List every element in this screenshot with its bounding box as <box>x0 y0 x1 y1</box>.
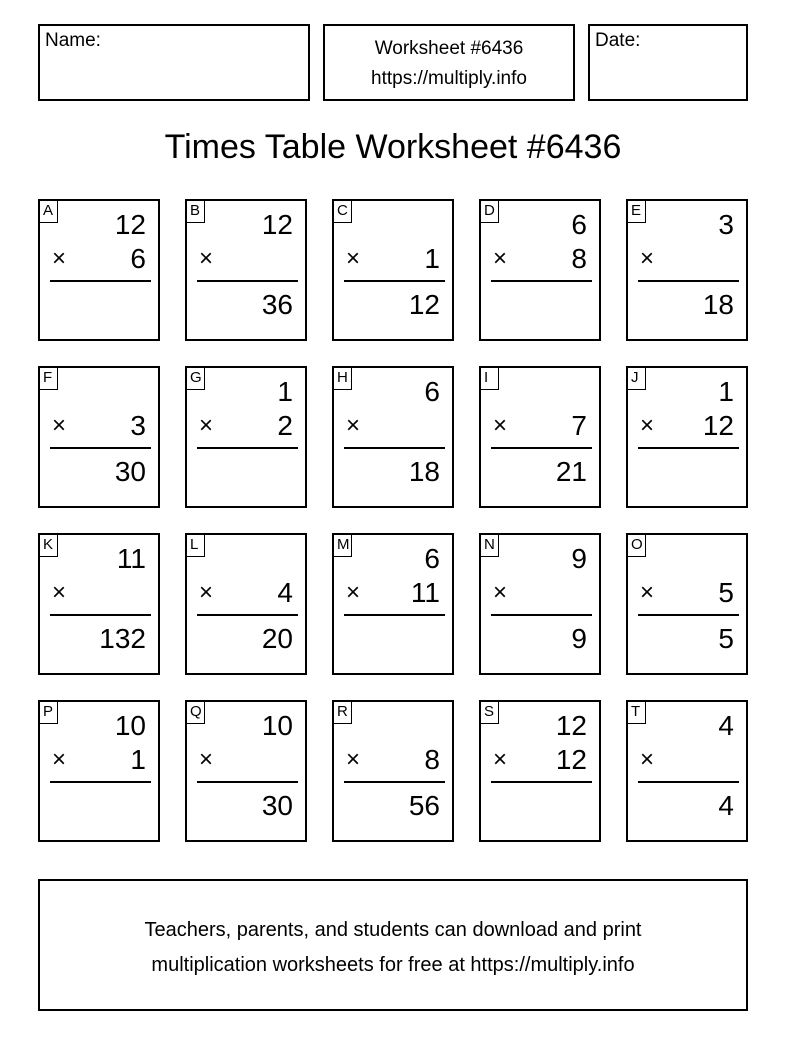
problem-card <box>38 700 160 842</box>
product: 132 <box>99 623 146 654</box>
times-sign: × <box>52 746 67 773</box>
problem-label: F <box>40 368 58 390</box>
times-sign: × <box>346 579 361 606</box>
times-sign: × <box>640 746 655 773</box>
answer-line <box>344 614 445 616</box>
multiplicand: 1 <box>718 376 734 407</box>
multiplicand: 6 <box>571 209 587 240</box>
problem-label: M <box>334 535 352 557</box>
answer-line <box>197 280 298 282</box>
multiplicand: 12 <box>114 209 146 240</box>
problem-label: S <box>481 702 499 724</box>
product: 18 <box>702 289 734 320</box>
answer-line <box>50 447 151 449</box>
problem-card <box>479 533 601 675</box>
times-sign: × <box>493 579 508 606</box>
times-sign: × <box>346 412 361 439</box>
times-sign: × <box>346 245 361 272</box>
footer-note <box>38 879 748 1011</box>
problem-card <box>185 199 307 341</box>
multiplicand: 12 <box>261 209 293 240</box>
multiplier: 2 <box>277 410 293 441</box>
footer-line-1: Teachers, parents, and students can download and print <box>144 919 642 941</box>
problem-card <box>185 366 307 508</box>
problem-card <box>626 366 748 508</box>
problem-card <box>479 366 601 508</box>
product: 4 <box>718 790 734 821</box>
times-sign: × <box>493 746 508 773</box>
problem-label: O <box>628 535 646 557</box>
times-sign: × <box>199 579 214 606</box>
problem-card <box>626 199 748 341</box>
problem-card <box>479 199 601 341</box>
problem-label: P <box>40 702 58 724</box>
answer-line <box>197 781 298 783</box>
multiplicand: 4 <box>718 710 734 741</box>
times-sign: × <box>640 245 655 272</box>
problem-label: K <box>40 535 58 557</box>
answer-line <box>344 781 445 783</box>
answer-line <box>491 280 592 282</box>
multiplicand: 11 <box>116 543 146 574</box>
times-sign: × <box>640 412 655 439</box>
problem-card <box>332 366 454 508</box>
multiplicand: 3 <box>718 209 734 240</box>
times-sign: × <box>640 579 655 606</box>
problem-card <box>332 199 454 341</box>
answer-line <box>491 781 592 783</box>
problem-card <box>626 533 748 675</box>
problem-label: L <box>187 535 205 557</box>
problem-card <box>185 700 307 842</box>
answer-line <box>638 781 739 783</box>
problem-card <box>332 533 454 675</box>
multiplicand: 12 <box>555 710 587 741</box>
problem-label: D <box>481 201 499 223</box>
problem-label: I <box>481 368 499 390</box>
times-sign: × <box>199 245 214 272</box>
times-sign: × <box>346 746 361 773</box>
multiplicand: 6 <box>424 543 440 574</box>
times-sign: × <box>493 245 508 272</box>
multiplier: 8 <box>571 243 587 274</box>
times-sign: × <box>199 412 214 439</box>
product: 36 <box>261 289 293 320</box>
problem-label: H <box>334 368 352 390</box>
multiplier: 8 <box>424 744 440 775</box>
page-title: Times Table Worksheet #6436 <box>164 128 622 166</box>
multiplier: 7 <box>571 410 587 441</box>
multiplier: 12 <box>702 410 734 441</box>
product: 30 <box>261 790 293 821</box>
product: 20 <box>261 623 293 654</box>
multiplicand: 6 <box>424 376 440 407</box>
product: 9 <box>571 623 587 654</box>
multiplicand: 9 <box>571 543 587 574</box>
answer-line <box>197 614 298 616</box>
problem-card <box>38 366 160 508</box>
product: 18 <box>408 456 440 487</box>
multiplier: 11 <box>410 577 440 608</box>
times-sign: × <box>52 579 67 606</box>
problem-label: C <box>334 201 352 223</box>
times-sign: × <box>493 412 508 439</box>
multiplier: 4 <box>277 577 293 608</box>
multiplicand: 10 <box>261 710 293 741</box>
answer-line <box>344 447 445 449</box>
footer-line-2: multiplication worksheets for free at https://multiply.info <box>151 954 635 976</box>
problem-label: R <box>334 702 352 724</box>
problem-card <box>332 700 454 842</box>
product: 30 <box>114 456 146 487</box>
problem-label: E <box>628 201 646 223</box>
times-sign: × <box>52 245 67 272</box>
problem-label: B <box>187 201 205 223</box>
problem-label: Q <box>187 702 205 724</box>
multiplier: 1 <box>424 243 440 274</box>
times-sign: × <box>199 746 214 773</box>
answer-line <box>344 280 445 282</box>
problem-card <box>479 700 601 842</box>
problem-label: T <box>628 702 646 724</box>
problem-label: N <box>481 535 499 557</box>
name-label: Name: <box>45 30 101 51</box>
answer-line <box>50 614 151 616</box>
problem-label: G <box>187 368 205 390</box>
multiplier: 1 <box>130 744 146 775</box>
multiplier: 12 <box>555 744 587 775</box>
multiplier: 5 <box>718 577 734 608</box>
worksheet-url: https://multiply.info <box>371 68 527 89</box>
product: 12 <box>408 289 440 320</box>
problem-label: A <box>40 201 58 223</box>
multiplicand: 10 <box>114 710 146 741</box>
multiplier: 3 <box>130 410 146 441</box>
answer-line <box>638 280 739 282</box>
product: 21 <box>555 456 587 487</box>
date-label: Date: <box>595 30 641 51</box>
problem-card <box>38 199 160 341</box>
product: 56 <box>408 790 440 821</box>
answer-line <box>50 781 151 783</box>
problem-label: J <box>628 368 646 390</box>
multiplier: 6 <box>130 243 146 274</box>
multiplicand: 1 <box>277 376 293 407</box>
answer-line <box>50 280 151 282</box>
answer-line <box>197 447 298 449</box>
problem-card <box>38 533 160 675</box>
product: 5 <box>718 623 734 654</box>
answer-line <box>638 614 739 616</box>
worksheet-number: Worksheet #6436 <box>374 38 524 59</box>
answer-line <box>491 614 592 616</box>
problem-card <box>626 700 748 842</box>
answer-line <box>491 447 592 449</box>
times-sign: × <box>52 412 67 439</box>
answer-line <box>638 447 739 449</box>
problem-card <box>185 533 307 675</box>
